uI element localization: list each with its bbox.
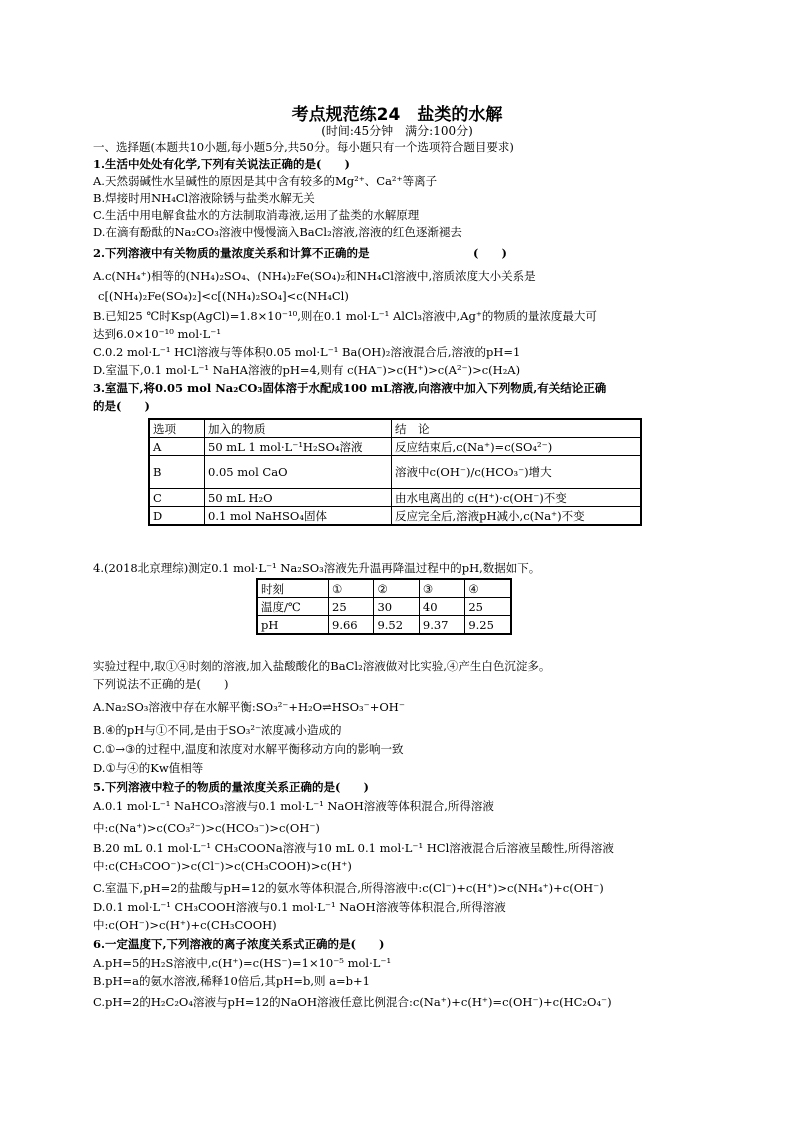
table-row xyxy=(257,579,511,598)
question-5-option-b-cont: 中:c(CH₃COO⁻)>c(Cl⁻)>c(CH₃COOH)>c(H⁺) xyxy=(93,859,352,873)
table-header-cell: 加入的物质 xyxy=(205,419,392,438)
question-5-option-c: C.室温下,pH=2的盐酸与pH=12的氨水等体积混合,所得溶液中:c(Cl⁻)+c(H⁺)>c(NH₄⁺)+c(OH⁻) xyxy=(93,881,604,895)
table-cell: pH xyxy=(257,616,329,635)
question-2-option-c: C.0.2 mol·L⁻¹ HCl溶液与等体积0.05 mol·L⁻¹ Ba(OH)₂溶液混合后,溶液的pH=1 xyxy=(93,345,521,359)
question-6-option-a: A.pH=5的H₂S溶液中,c(H⁺)=c(HS⁻)=1×10⁻⁵ mol·L⁻¹ xyxy=(93,956,392,970)
question-4-option-d: D.①与④的Kw值相等 xyxy=(93,761,204,775)
question-2-stem: 2.下列溶液中有关物质的量浓度关系和计算不正确的是 ( ) xyxy=(93,246,507,260)
question-5-option-a-cont: 中:c(Na⁺)>c(CO₃²⁻)>c(HCO₃⁻)>c(OH⁻) xyxy=(93,821,320,835)
table-cell: 9.25 xyxy=(465,616,511,635)
question-6-option-b: B.pH=a的氨水溶液,稀释10倍后,其pH=b,则 a=b+1 xyxy=(93,974,370,988)
question-4-prompt: 下列说法不正确的是( ) xyxy=(93,677,229,691)
table-cell: A xyxy=(149,438,205,456)
table-cell: ① xyxy=(329,579,374,598)
table-cell: ④ xyxy=(465,579,511,598)
question-1-stem: 1.生活中处处有化学,下列有关说法正确的是( ) xyxy=(93,157,350,171)
question-5-option-d: D.0.1 mol·L⁻¹ CH₃COOH溶液与0.1 mol·L⁻¹ NaOH溶液等体积混合,所得溶液 xyxy=(93,900,506,914)
question-6-option-c: C.pH=2的H₂C₂O₄溶液与pH=12的NaOH溶液任意比例混合:c(Na⁺)+c(H⁺)=c(OH⁻)+c(HC₂O₄⁻) xyxy=(93,995,612,1009)
table-row xyxy=(257,598,511,616)
question-1-option-c: C.生活中用电解食盐水的方法制取消毒液,运用了盐类的水解原理 xyxy=(93,208,420,222)
question-2-option-b-cont: 达到6.0×10⁻¹⁰ mol·L⁻¹ xyxy=(93,327,221,341)
table-row xyxy=(257,616,511,635)
question-6-stem: 6.一定温度下,下列溶液的离子浓度关系式正确的是( ) xyxy=(93,937,385,951)
table-cell: 9.37 xyxy=(419,616,464,635)
table-cell: 0.1 mol NaHSO₄固体 xyxy=(205,507,392,526)
page-subtitle: (时间:45分钟 满分:100分) xyxy=(321,124,473,138)
table-cell: 反应完全后,溶液pH减小,c(Na⁺)不变 xyxy=(392,507,642,526)
table-header-row xyxy=(149,419,641,438)
question-4-note: 实验过程中,取①④时刻的溶液,加入盐酸酸化的BaCl₂溶液做对比实验,④产生白色沉淀多。 xyxy=(93,659,551,673)
question-5-stem: 5.下列溶液中粒子的物质的量浓度关系正确的是( ) xyxy=(93,780,369,794)
question-3-stem-cont: 的是( ) xyxy=(93,399,150,413)
table-cell: ② xyxy=(374,579,419,598)
table-cell: ③ xyxy=(419,579,464,598)
table-cell: 9.52 xyxy=(374,616,419,635)
question-1-option-a: A.天然弱碱性水呈碱性的原因是其中含有较多的Mg²⁺、Ca²⁺等离子 xyxy=(93,174,438,188)
table-cell: 溶液中c(OH⁻)/c(HCO₃⁻)增大 xyxy=(392,456,642,489)
question-4-table xyxy=(256,578,512,635)
table-row xyxy=(149,456,641,489)
table-cell: B xyxy=(149,456,205,489)
table-header-cell: 选项 xyxy=(149,419,205,438)
table-cell: 温度/℃ xyxy=(257,598,329,616)
table-cell: 时刻 xyxy=(257,579,329,598)
table-cell: 25 xyxy=(329,598,374,616)
table-cell: 由水电离出的 c(H⁺)·c(OH⁻)不变 xyxy=(392,489,642,507)
question-3-stem: 3.室温下,将0.05 mol Na₂CO₃固体溶于水配成100 mL溶液,向溶液中加入下列物质,有关结论正确 xyxy=(93,381,607,395)
question-5-option-a: A.0.1 mol·L⁻¹ NaHCO₃溶液与0.1 mol·L⁻¹ NaOH溶液等体积混合,所得溶液 xyxy=(93,799,494,813)
page-title: 考点规范练24 盐类的水解 xyxy=(291,105,503,125)
question-4-option-c: C.①→③的过程中,温度和浓度对水解平衡移动方向的影响一致 xyxy=(93,742,404,756)
table-cell: 40 xyxy=(419,598,464,616)
question-5-option-b: B.20 mL 0.1 mol·L⁻¹ CH₃COONa溶液与10 mL 0.1 mol·L⁻¹ HCl溶液混合后溶液呈酸性,所得溶液 xyxy=(93,841,614,855)
question-4-option-a: A.Na₂SO₃溶液中存在水解平衡:SO₃²⁻+H₂O⇌HSO₃⁻+OH⁻ xyxy=(93,700,405,714)
question-2-option-d: D.室温下,0.1 mol·L⁻¹ NaHA溶液的pH=4,则有 c(HA⁻)>c(H⁺)>c(A²⁻)>c(H₂A) xyxy=(93,363,521,377)
section-heading: 一、选择题(本题共10小题,每小题5分,共50分。每小题只有一个选项符合题目要求) xyxy=(93,140,514,154)
question-4-option-b: B.④的pH与①不同,是由于SO₃²⁻浓度减小造成的 xyxy=(93,723,342,737)
table-cell: 25 xyxy=(465,598,511,616)
question-5-option-d-cont: 中:c(OH⁻)>c(H⁺)+c(CH₃COOH) xyxy=(93,918,277,932)
question-2-option-a-cont: c[(NH₄)₂Fe(SO₄)₂]<c[(NH₄)₂SO₄]<c(NH₄Cl) xyxy=(98,289,349,303)
table-cell: 30 xyxy=(374,598,419,616)
table-row xyxy=(149,507,641,526)
table-cell: 0.05 mol CaO xyxy=(205,456,392,489)
table-cell: 9.66 xyxy=(329,616,374,635)
table-header-cell: 结 论 xyxy=(392,419,642,438)
question-1-option-b: B.焊接时用NH₄Cl溶液除锈与盐类水解无关 xyxy=(93,191,315,205)
question-2-option-a: A.c(NH₄⁺)相等的(NH₄)₂SO₄、(NH₄)₂Fe(SO₄)₂和NH₄Cl溶液中,溶质浓度大小关系是 xyxy=(93,269,536,283)
table-row xyxy=(149,489,641,507)
table-row xyxy=(149,438,641,456)
question-3-table xyxy=(148,418,642,526)
question-4-stem: 4.(2018北京理综)测定0.1 mol·L⁻¹ Na₂SO₃溶液先升温再降温过程中的pH,数据如下。 xyxy=(93,561,541,575)
table-cell: D xyxy=(149,507,205,526)
question-1-option-d: D.在滴有酚酞的Na₂CO₃溶液中慢慢滴入BaCl₂溶液,溶液的红色逐渐褪去 xyxy=(93,225,462,239)
table-cell: 50 mL 1 mol·L⁻¹H₂SO₄溶液 xyxy=(205,438,392,456)
table-cell: C xyxy=(149,489,205,507)
table-cell: 反应结束后,c(Na⁺)=c(SO₄²⁻) xyxy=(392,438,642,456)
question-2-option-b: B.已知25 ℃时Ksp(AgCl)=1.8×10⁻¹⁰,则在0.1 mol·L⁻¹ AlCl₃溶液中,Ag⁺的物质的量浓度最大可 xyxy=(93,309,597,323)
table-cell: 50 mL H₂O xyxy=(205,489,392,507)
